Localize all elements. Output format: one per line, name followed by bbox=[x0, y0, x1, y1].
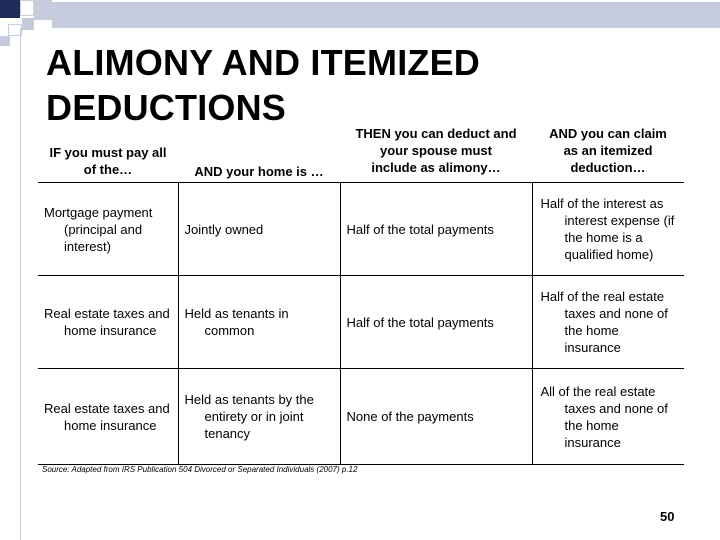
cell-pay bbox=[38, 369, 178, 465]
table-row bbox=[38, 276, 684, 369]
cell-claim-text: Half of the interest as interest expense (if the home is a qualified home) bbox=[540, 196, 675, 262]
header-claim-line-1: AND you can claim bbox=[549, 126, 667, 141]
header-claim-line-2: as an itemized bbox=[563, 143, 653, 158]
cell-then-text: None of the payments bbox=[346, 409, 474, 424]
cell-claim bbox=[532, 183, 684, 276]
corner-square-outline bbox=[20, 0, 34, 16]
deduction-table bbox=[38, 120, 684, 465]
header-then-line-1: THEN you can deduct and bbox=[355, 126, 517, 141]
source-citation: Source: Adapted from IRS Publication 504 Divorced or Separated Individuals (2007) p.12 bbox=[42, 465, 358, 474]
corner-square-light bbox=[34, 0, 52, 20]
cell-home bbox=[178, 276, 340, 369]
cell-then bbox=[340, 183, 532, 276]
cell-home-text: Held as tenants by the entirety or in joint tenancy bbox=[184, 392, 314, 441]
cell-home-text: Jointly owned bbox=[184, 221, 264, 237]
header-pay-line-2: of the… bbox=[83, 162, 133, 177]
left-decorative-line bbox=[20, 28, 21, 540]
table-row bbox=[38, 369, 684, 465]
header-claim-line-3: deduction… bbox=[570, 160, 646, 175]
cell-pay bbox=[38, 276, 178, 369]
header-claim bbox=[532, 120, 684, 183]
cell-claim bbox=[532, 369, 684, 465]
title-line-2: DEDUCTIONS bbox=[46, 87, 287, 128]
cell-claim-text: Half of the real estate taxes and none of the home insurance bbox=[540, 289, 668, 355]
header-home bbox=[178, 120, 340, 183]
header-then bbox=[340, 120, 532, 183]
cell-claim bbox=[532, 276, 684, 369]
cell-pay-text: Real estate taxes and home insurance bbox=[44, 400, 170, 433]
cell-home-text: Held as tenants in common bbox=[184, 306, 289, 338]
cell-then-text: Half of the total payments bbox=[346, 314, 494, 330]
header-pay-line-1: IF you must pay all bbox=[49, 145, 167, 160]
cell-claim-text: All of the real estate taxes and none of the home insurance bbox=[540, 383, 668, 450]
slide-title bbox=[46, 40, 480, 130]
cell-home bbox=[178, 183, 340, 276]
top-decorative-bar bbox=[52, 2, 720, 28]
corner-square-dark bbox=[0, 0, 20, 18]
cell-pay-text: Mortgage payment (principal and interest) bbox=[44, 204, 153, 254]
cell-then bbox=[340, 369, 532, 465]
corner-square-light-tiny bbox=[0, 36, 10, 46]
page-number: 50 bbox=[660, 509, 675, 524]
cell-pay-text: Real estate taxes and home insurance bbox=[44, 306, 170, 338]
header-then-line-3: include as alimony… bbox=[371, 160, 501, 175]
header-pay bbox=[38, 120, 178, 183]
corner-square-light-small bbox=[22, 18, 34, 30]
table-row bbox=[38, 183, 684, 276]
cell-home bbox=[178, 369, 340, 465]
cell-then-text: Half of the total payments bbox=[346, 221, 494, 237]
title-line-1: ALIMONY AND ITEMIZED bbox=[46, 42, 480, 83]
cell-then bbox=[340, 276, 532, 369]
header-then-line-2: your spouse must bbox=[380, 143, 492, 158]
table-header-row bbox=[38, 120, 684, 183]
cell-pay bbox=[38, 183, 178, 276]
header-home-text: AND your home is … bbox=[194, 164, 324, 179]
